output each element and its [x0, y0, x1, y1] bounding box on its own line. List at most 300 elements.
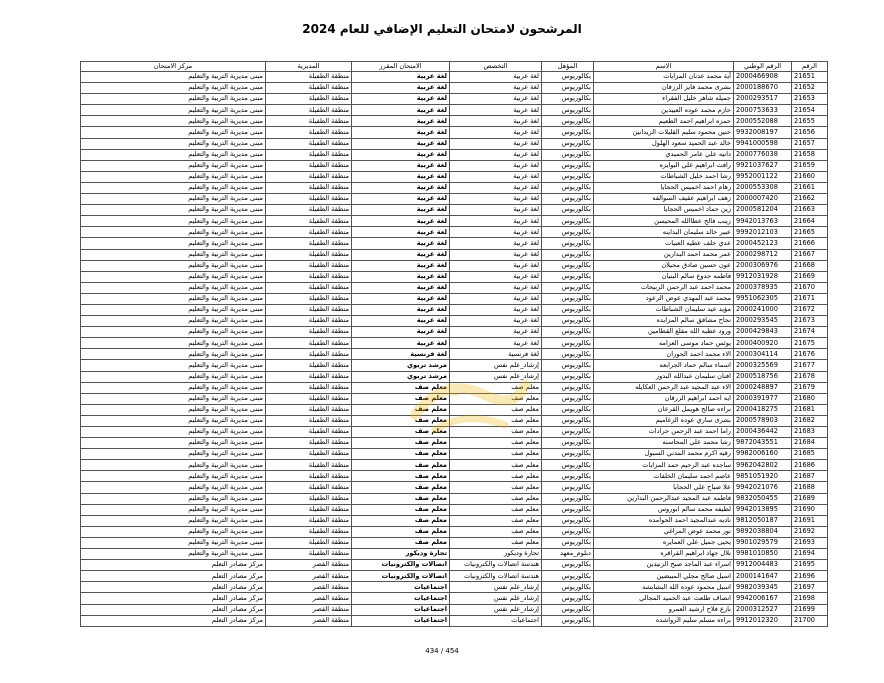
- cell-qualification: بكالوريوس: [542, 282, 594, 293]
- cell-qualification: بكالوريوس: [542, 160, 594, 171]
- cell-specialization: لغة عربية: [450, 83, 542, 94]
- cell-directorate: منطقة الطفيلة: [266, 83, 352, 94]
- cell-directorate: منطقة القصر: [266, 604, 352, 615]
- cell-national-id: 2000293545: [734, 316, 792, 327]
- cell-num: 21690: [792, 504, 828, 515]
- cell-directorate: منطقة الطفيلة: [266, 105, 352, 116]
- cell-num: 21680: [792, 393, 828, 404]
- table-row: [81, 482, 828, 493]
- cell-exam: لغة عربية: [352, 282, 450, 293]
- cell-specialization: لغة عربية: [450, 127, 542, 138]
- cell-exam-center: مركز مصادر التعلم: [81, 593, 266, 604]
- cell-name: زين حماد اخميس الحجايا: [594, 205, 734, 216]
- cell-directorate: منطقة الطفيلة: [266, 549, 352, 560]
- cell-national-id: 9901029579: [734, 537, 792, 548]
- cell-qualification: بكالوريوس: [542, 271, 594, 282]
- cell-num: 21682: [792, 415, 828, 426]
- table-row: [81, 515, 828, 526]
- cell-national-id: 9812050187: [734, 515, 792, 526]
- cell-exam-center: مبنى مديرية التربية والتعليم: [81, 216, 266, 227]
- cell-qualification: بكالوريوس: [542, 415, 594, 426]
- cell-num: 21681: [792, 404, 828, 415]
- cell-num: 21677: [792, 360, 828, 371]
- cell-num: 21670: [792, 282, 828, 293]
- cell-name: محمد عبد المهدي عوض الرعود: [594, 293, 734, 304]
- cell-national-id: 2000436442: [734, 427, 792, 438]
- cell-num: 21663: [792, 205, 828, 216]
- cell-num: 21692: [792, 526, 828, 537]
- cell-directorate: منطقة الطفيلة: [266, 182, 352, 193]
- cell-name: براءه مسلم سليم الرواشده: [594, 615, 734, 626]
- cell-specialization: إرشاد_علم نفس: [450, 360, 542, 371]
- cell-national-id: 2000578903: [734, 415, 792, 426]
- cell-exam: لغة عربية: [352, 338, 450, 349]
- cell-num: 21665: [792, 227, 828, 238]
- cell-num: 21658: [792, 149, 828, 160]
- cell-national-id: 9851051920: [734, 471, 792, 482]
- header-qualification: المؤهل: [542, 62, 594, 72]
- cell-specialization: معلم صف: [450, 415, 542, 426]
- cell-name: اسماء سالم حماد الجرابعه: [594, 360, 734, 371]
- cell-national-id: 2000581204: [734, 205, 792, 216]
- cell-num: 21683: [792, 427, 828, 438]
- cell-exam: معلم صف: [352, 427, 450, 438]
- cell-exam-center: مبنى مديرية التربية والتعليم: [81, 105, 266, 116]
- cell-num: 21693: [792, 537, 828, 548]
- table-row: [81, 382, 828, 393]
- cell-exam-center: مبنى مديرية التربية والتعليم: [81, 194, 266, 205]
- cell-exam-center: مبنى مديرية التربية والتعليم: [81, 282, 266, 293]
- cell-exam-center: مبنى مديرية التربية والتعليم: [81, 360, 266, 371]
- cell-num: 21653: [792, 94, 828, 105]
- cell-exam: مرشد تربوي: [352, 371, 450, 382]
- cell-national-id: 2000553308: [734, 182, 792, 193]
- cell-specialization: معلم صف: [450, 438, 542, 449]
- table-row: [81, 160, 828, 171]
- table-row: [81, 227, 828, 238]
- cell-exam: اتصالات والكترونيات: [352, 571, 450, 582]
- table-row: [81, 549, 828, 560]
- table-row: [81, 493, 828, 504]
- cell-num: 21687: [792, 471, 828, 482]
- cell-num: 21685: [792, 449, 828, 460]
- cell-exam-center: مبنى مديرية التربية والتعليم: [81, 116, 266, 127]
- cell-exam: لغة عربية: [352, 72, 450, 83]
- cell-national-id: 2000452123: [734, 238, 792, 249]
- cell-directorate: منطقة القصر: [266, 582, 352, 593]
- cell-name: اسراء عبد الماجد صبح الزنيدين: [594, 560, 734, 571]
- cell-directorate: منطقة الطفيلة: [266, 482, 352, 493]
- cell-specialization: لغة عربية: [450, 338, 542, 349]
- cell-national-id: 2000418275: [734, 404, 792, 415]
- cell-exam: لغة عربية: [352, 260, 450, 271]
- header-directorate: المديرية: [266, 62, 352, 72]
- cell-num: 21678: [792, 371, 828, 382]
- cell-qualification: بكالوريوس: [542, 94, 594, 105]
- cell-exam: لغة عربية: [352, 293, 450, 304]
- cell-exam-center: مبنى مديرية التربية والتعليم: [81, 471, 266, 482]
- cell-national-id: 9982006160: [734, 449, 792, 460]
- cell-name: فاطمه جدوع سالم البنيان: [594, 271, 734, 282]
- cell-name: عبير خالد سليمان البداينه: [594, 227, 734, 238]
- cell-qualification: بكالوريوس: [542, 316, 594, 327]
- cell-exam: لغة عربية: [352, 160, 450, 171]
- table-row: [81, 460, 828, 471]
- cell-exam-center: مركز مصادر التعلم: [81, 582, 266, 593]
- cell-exam-center: مبنى مديرية التربية والتعليم: [81, 260, 266, 271]
- table-row: [81, 83, 828, 94]
- cell-national-id: 2000400920: [734, 338, 792, 349]
- cell-exam-center: مبنى مديرية التربية والتعليم: [81, 493, 266, 504]
- cell-qualification: بكالوريوس: [542, 127, 594, 138]
- table-row: [81, 526, 828, 537]
- cell-directorate: منطقة الطفيلة: [266, 338, 352, 349]
- cell-name: انصاف طلعت عبد الحميد المجالي: [594, 593, 734, 604]
- table-row: [81, 238, 828, 249]
- cell-num: 21684: [792, 438, 828, 449]
- cell-directorate: منطقة الطفيلة: [266, 438, 352, 449]
- table-row: [81, 349, 828, 360]
- cell-qualification: بكالوريوس: [542, 504, 594, 515]
- cell-national-id: 9952001122: [734, 171, 792, 182]
- table-row: [81, 260, 828, 271]
- cell-exam-center: مركز مصادر التعلم: [81, 571, 266, 582]
- cell-specialization: معلم صف: [450, 537, 542, 548]
- cell-national-id: 9832050455: [734, 493, 792, 504]
- table-row: [81, 205, 828, 216]
- cell-name: حمزه ابراهيم احمد الطعيم: [594, 116, 734, 127]
- cell-name: عون حسين صادق محيلان: [594, 260, 734, 271]
- cell-specialization: تجارة وديكور: [450, 549, 542, 560]
- cell-num: 21700: [792, 615, 828, 626]
- cell-national-id: 9951062305: [734, 293, 792, 304]
- cell-specialization: لغة عربية: [450, 160, 542, 171]
- cell-directorate: منطقة الطفيلة: [266, 293, 352, 304]
- cell-exam: لغة عربية: [352, 94, 450, 105]
- cell-name: بازع فلاح ارشيد العمرو: [594, 604, 734, 615]
- table-row: [81, 293, 828, 304]
- cell-national-id: 2000141647: [734, 571, 792, 582]
- cell-qualification: بكالوريوس: [542, 482, 594, 493]
- cell-exam: لغة عربية: [352, 127, 450, 138]
- cell-national-id: 9941000598: [734, 138, 792, 149]
- cell-num: 21669: [792, 271, 828, 282]
- cell-exam-center: مركز مصادر التعلم: [81, 604, 266, 615]
- cell-num: 21674: [792, 327, 828, 338]
- table-row: [81, 138, 828, 149]
- cell-national-id: 9872043551: [734, 438, 792, 449]
- cell-exam: معلم صف: [352, 404, 450, 415]
- table-row: [81, 604, 828, 615]
- cell-name: ساجده عبد الرحيم حمد المزايات: [594, 460, 734, 471]
- cell-qualification: بكالوريوس: [542, 404, 594, 415]
- cell-num: 21699: [792, 604, 828, 615]
- table-row: [81, 171, 828, 182]
- cell-specialization: لغة عربية: [450, 138, 542, 149]
- cell-exam: لغة عربية: [352, 182, 450, 193]
- cell-name: اسيل صالح مجلي المبيضين: [594, 571, 734, 582]
- cell-exam: لغة عربية: [352, 105, 450, 116]
- cell-directorate: منطقة الطفيلة: [266, 449, 352, 460]
- cell-directorate: منطقة الطفيلة: [266, 127, 352, 138]
- cell-national-id: 9932008197: [734, 127, 792, 138]
- cell-national-id: 2000306976: [734, 260, 792, 271]
- cell-exam-center: مركز مصادر التعلم: [81, 615, 266, 626]
- cell-name: زهف ابراهيم عقيف السوالقه: [594, 194, 734, 205]
- cell-num: 21664: [792, 216, 828, 227]
- cell-qualification: بكالوريوس: [542, 149, 594, 160]
- cell-national-id: 2000293517: [734, 94, 792, 105]
- cell-specialization: لغة عربية: [450, 249, 542, 260]
- cell-name: رهام احمد اخميس الحجايا: [594, 182, 734, 193]
- cell-name: عمر محمد احمد البدارين: [594, 249, 734, 260]
- cell-exam-center: مبنى مديرية التربية والتعليم: [81, 160, 266, 171]
- table-row: [81, 471, 828, 482]
- cell-qualification: بكالوريوس: [542, 537, 594, 548]
- cell-name: عدي خلف عطيه العبيات: [594, 238, 734, 249]
- cell-exam: لغة عربية: [352, 116, 450, 127]
- cell-qualification: بكالوريوس: [542, 182, 594, 193]
- table-row: [81, 216, 828, 227]
- cell-name: بشرى ساري عوده الزغاميم: [594, 415, 734, 426]
- cell-num: 21673: [792, 316, 828, 327]
- cell-specialization: معلم صف: [450, 460, 542, 471]
- table-row: [81, 571, 828, 582]
- cell-exam-center: مبنى مديرية التربية والتعليم: [81, 482, 266, 493]
- cell-national-id: 2000429843: [734, 327, 792, 338]
- cell-specialization: معلم صف: [450, 515, 542, 526]
- cell-name: حازم محمد عوده العبيدين: [594, 105, 734, 116]
- table-row: [81, 149, 828, 160]
- cell-specialization: معلم صف: [450, 404, 542, 415]
- cell-specialization: لغة فرنسية: [450, 349, 542, 360]
- table-row: [81, 438, 828, 449]
- cell-name: بلال جهاد ابراهيم القراقره: [594, 549, 734, 560]
- cell-name: الاء عبد المجيد عبد الرحمن العكايله: [594, 382, 734, 393]
- cell-exam-center: مبنى مديرية التربية والتعليم: [81, 227, 266, 238]
- cell-exam-center: مبنى مديرية التربية والتعليم: [81, 171, 266, 182]
- cell-num: 21667: [792, 249, 828, 260]
- cell-name: يوئس حماد موسى العزامه: [594, 338, 734, 349]
- table-header-row: [81, 62, 828, 72]
- cell-directorate: منطقة الطفيلة: [266, 471, 352, 482]
- cell-directorate: منطقة الطفيلة: [266, 393, 352, 404]
- cell-qualification: بكالوريوس: [542, 371, 594, 382]
- cell-exam: معلم صف: [352, 515, 450, 526]
- cell-num: 21654: [792, 105, 828, 116]
- table-row: [81, 127, 828, 138]
- cell-exam: اجتماعيات: [352, 604, 450, 615]
- cell-qualification: بكالوريوس: [542, 526, 594, 537]
- cell-num: 21698: [792, 593, 828, 604]
- cell-exam: لغة عربية: [352, 138, 450, 149]
- table-row: [81, 94, 828, 105]
- table-row: [81, 449, 828, 460]
- cell-exam-center: مبنى مديرية التربية والتعليم: [81, 293, 266, 304]
- cell-exam: لغة عربية: [352, 304, 450, 315]
- cell-name: فاطمه عبد المجيد عبدالرحمن البدارين: [594, 493, 734, 504]
- cell-specialization: معلم صف: [450, 449, 542, 460]
- cell-num: 21695: [792, 560, 828, 571]
- cell-qualification: دبلوم_معهد: [542, 549, 594, 560]
- table-row: [81, 537, 828, 548]
- cell-specialization: لغة عربية: [450, 72, 542, 83]
- cell-directorate: منطقة الطفيلة: [266, 171, 352, 182]
- cell-directorate: منطقة الطفيلة: [266, 371, 352, 382]
- cell-exam: لغة عربية: [352, 205, 450, 216]
- cell-exam-center: مبنى مديرية التربية والتعليم: [81, 182, 266, 193]
- cell-name: لطيفه محمد سالم ابوروس: [594, 504, 734, 515]
- cell-exam: معلم صف: [352, 460, 450, 471]
- cell-national-id: 2000248897: [734, 382, 792, 393]
- cell-exam-center: مبنى مديرية التربية والتعليم: [81, 549, 266, 560]
- table-row: [81, 338, 828, 349]
- cell-exam: لغة عربية: [352, 216, 450, 227]
- cell-directorate: منطقة الطفيلة: [266, 138, 352, 149]
- cell-num: 21652: [792, 83, 828, 94]
- header-national-id: الرقم الوطني: [734, 62, 792, 72]
- cell-exam-center: مبنى مديرية التربية والتعليم: [81, 238, 266, 249]
- cell-directorate: منطقة الطفيلة: [266, 537, 352, 548]
- cell-qualification: بكالوريوس: [542, 238, 594, 249]
- cell-exam: لغة فرنسية: [352, 349, 450, 360]
- cell-national-id: 2000776038: [734, 149, 792, 160]
- cell-exam-center: مبنى مديرية التربية والتعليم: [81, 127, 266, 138]
- table-row: [81, 271, 828, 282]
- cell-exam: معلم صف: [352, 471, 450, 482]
- cell-name: آية محمد عدنان المزايات: [594, 72, 734, 83]
- cell-directorate: منطقة الطفيلة: [266, 304, 352, 315]
- cell-name: خالد عبد الحميد سعود الهلول: [594, 138, 734, 149]
- cell-qualification: بكالوريوس: [542, 571, 594, 582]
- cell-directorate: منطقة الطفيلة: [266, 116, 352, 127]
- cell-directorate: منطقة الطفيلة: [266, 238, 352, 249]
- cell-specialization: لغة عربية: [450, 216, 542, 227]
- cell-qualification: بكالوريوس: [542, 205, 594, 216]
- cell-qualification: بكالوريوس: [542, 349, 594, 360]
- table-row: [81, 327, 828, 338]
- cell-exam: لغة عربية: [352, 327, 450, 338]
- cell-name: اسيل محمود عوده الله البشابشه: [594, 582, 734, 593]
- cell-qualification: بكالوريوس: [542, 560, 594, 571]
- cell-num: 21696: [792, 571, 828, 582]
- cell-num: 21686: [792, 460, 828, 471]
- cell-qualification: بكالوريوس: [542, 304, 594, 315]
- page-title: المرشحون لامتحان التعليم الإضافي للعام 2024: [302, 22, 582, 36]
- cell-qualification: بكالوريوس: [542, 360, 594, 371]
- cell-national-id: 2000298712: [734, 249, 792, 260]
- cell-national-id: 9981010850: [734, 549, 792, 560]
- cell-exam: معلم صف: [352, 415, 450, 426]
- cell-specialization: معلم صف: [450, 471, 542, 482]
- cell-specialization: اجتماعيات: [450, 615, 542, 626]
- cell-qualification: بكالوريوس: [542, 249, 594, 260]
- cell-specialization: معلم صف: [450, 393, 542, 404]
- cell-directorate: منطقة الطفيلة: [266, 205, 352, 216]
- cell-qualification: بكالوريوس: [542, 438, 594, 449]
- cell-exam-center: مبنى مديرية التربية والتعليم: [81, 515, 266, 526]
- cell-qualification: بكالوريوس: [542, 327, 594, 338]
- table-row: [81, 427, 828, 438]
- header-specialization: التخصص: [450, 62, 542, 72]
- cell-exam-center: مبنى مديرية التربية والتعليم: [81, 138, 266, 149]
- cell-national-id: 2000518756: [734, 371, 792, 382]
- cell-qualification: بكالوريوس: [542, 427, 594, 438]
- cell-name: جميله شاهر خليل الفقراء: [594, 94, 734, 105]
- cell-qualification: بكالوريوس: [542, 72, 594, 83]
- cell-num: 21688: [792, 482, 828, 493]
- cell-directorate: منطقة الطفيلة: [266, 227, 352, 238]
- cell-specialization: لغة عربية: [450, 105, 542, 116]
- cell-specialization: إرشاد_علم نفس: [450, 371, 542, 382]
- cell-specialization: لغة عربية: [450, 260, 542, 271]
- cell-name: زينب فالح عطاالله المحيسن: [594, 216, 734, 227]
- cell-specialization: معلم صف: [450, 526, 542, 537]
- cell-national-id: 9942006167: [734, 593, 792, 604]
- cell-directorate: منطقة الطفيلة: [266, 94, 352, 105]
- cell-qualification: بكالوريوس: [542, 338, 594, 349]
- table-row: [81, 504, 828, 515]
- table-row: [81, 415, 828, 426]
- cell-national-id: 2000325569: [734, 360, 792, 371]
- cell-num: 21679: [792, 382, 828, 393]
- cell-national-id: 9962042802: [734, 460, 792, 471]
- cell-directorate: منطقة القصر: [266, 571, 352, 582]
- cell-directorate: منطقة الطفيلة: [266, 493, 352, 504]
- cell-directorate: منطقة الطفيلة: [266, 249, 352, 260]
- cell-exam-center: مركز مصادر التعلم: [81, 560, 266, 571]
- candidates-table: [80, 61, 828, 627]
- cell-name: نجاح مشافق سالم المزايده: [594, 316, 734, 327]
- table-row: [81, 116, 828, 127]
- cell-exam-center: مبنى مديرية التربية والتعليم: [81, 249, 266, 260]
- cell-num: 21656: [792, 127, 828, 138]
- cell-national-id: 9982039345: [734, 582, 792, 593]
- cell-num: 21661: [792, 182, 828, 193]
- cell-national-id: 2000188670: [734, 83, 792, 94]
- cell-exam-center: مبنى مديرية التربية والتعليم: [81, 404, 266, 415]
- cell-national-id: 9942013763: [734, 216, 792, 227]
- cell-specialization: لغة عربية: [450, 205, 542, 216]
- cell-specialization: لغة عربية: [450, 282, 542, 293]
- cell-directorate: منطقة الطفيلة: [266, 382, 352, 393]
- cell-specialization: لغة عربية: [450, 271, 542, 282]
- cell-qualification: بكالوريوس: [542, 604, 594, 615]
- cell-national-id: 2000391977: [734, 393, 792, 404]
- header-name: الاسم: [594, 62, 734, 72]
- table-row: [81, 560, 828, 571]
- cell-directorate: منطقة الطفيلة: [266, 72, 352, 83]
- cell-qualification: بكالوريوس: [542, 116, 594, 127]
- cell-exam-center: مبنى مديرية التربية والتعليم: [81, 72, 266, 83]
- cell-directorate: منطقة الطفيلة: [266, 415, 352, 426]
- cell-exam-center: مبنى مديرية التربية والتعليم: [81, 349, 266, 360]
- cell-directorate: منطقة الطفيلة: [266, 504, 352, 515]
- cell-exam: لغة عربية: [352, 227, 450, 238]
- cell-exam: معلم صف: [352, 537, 450, 548]
- cell-specialization: إرشاد_علم نفس: [450, 582, 542, 593]
- cell-directorate: منطقة الطفيلة: [266, 271, 352, 282]
- cell-specialization: لغة عربية: [450, 194, 542, 205]
- table-row: [81, 582, 828, 593]
- cell-name: يحيى جميل علي العمايره: [594, 537, 734, 548]
- cell-national-id: 2000304114: [734, 349, 792, 360]
- cell-specialization: إرشاد_علم نفس: [450, 593, 542, 604]
- cell-num: 21689: [792, 493, 828, 504]
- header-exam: الامتحان المقرر: [352, 62, 450, 72]
- table-row: [81, 593, 828, 604]
- cell-directorate: منطقة القصر: [266, 615, 352, 626]
